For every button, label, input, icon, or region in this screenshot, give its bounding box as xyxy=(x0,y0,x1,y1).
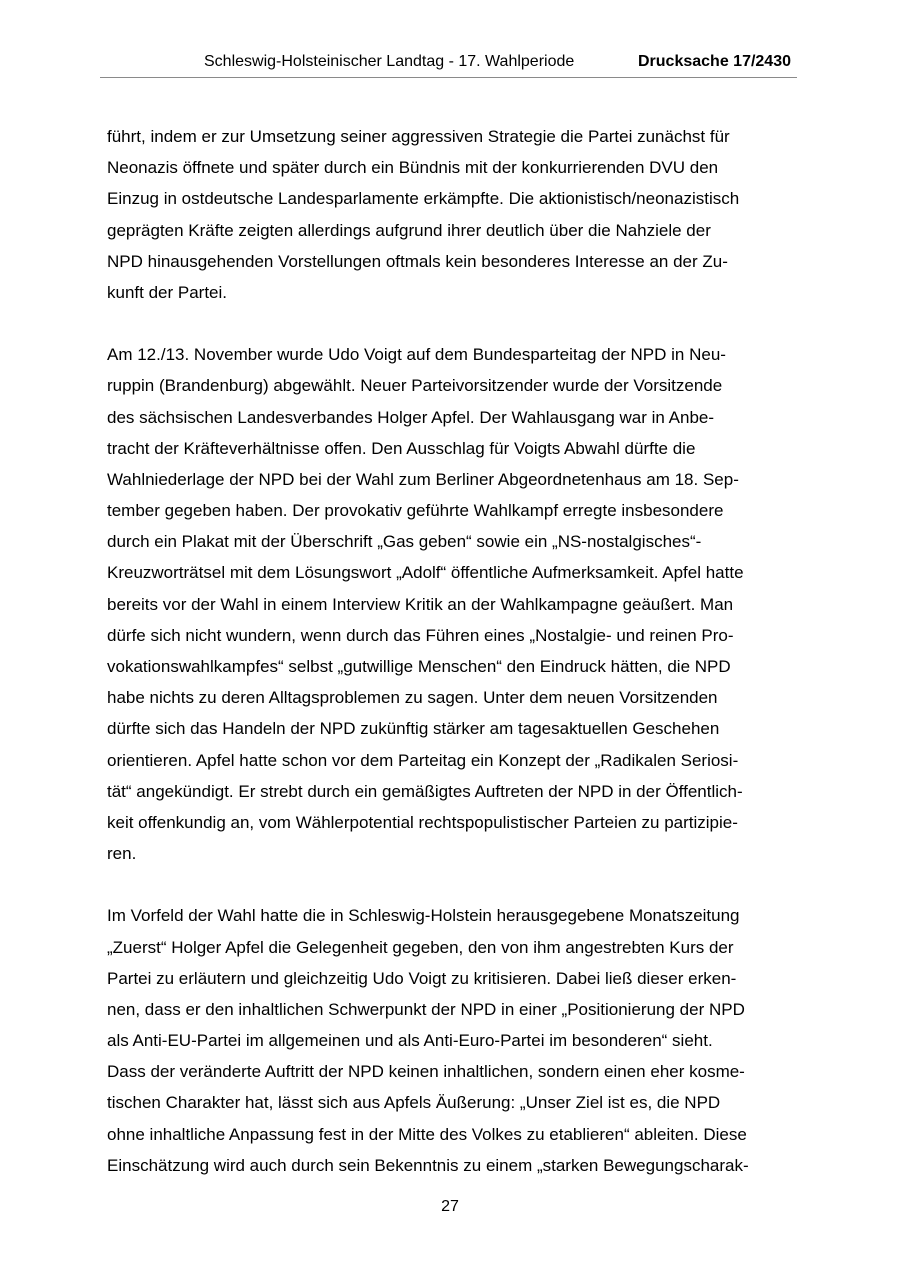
text-line: tischen Charakter hat, lässt sich aus Apfels Äußerung: „Unser Ziel ist es, die NPD xyxy=(107,1093,721,1113)
text-line: tember gegeben haben. Der provokativ geführte Wahlkampf erregte insbesondere xyxy=(107,501,724,521)
text-line: durch ein Plakat mit der Überschrift „Gas geben“ sowie ein „NS-nostalgisches“- xyxy=(107,532,702,552)
text-line: kunft der Partei. xyxy=(107,282,228,302)
text-line: Partei zu erläutern und gleichzeitig Udo Voigt zu kritisieren. Dabei ließ dieser erken- xyxy=(107,968,737,988)
text-line: Einschätzung wird auch durch sein Bekenntnis zu einem „starken Bewegungscharak- xyxy=(107,1155,749,1175)
text-line: ruppin (Brandenburg) abgewählt. Neuer Parteivorsitzender wurde der Vorsitzende xyxy=(107,376,723,396)
text-line: Einzug in ostdeutsche Landesparlamente erkämpfte. Die aktionistisch/neonazistisch xyxy=(107,189,740,209)
text-line: ren. xyxy=(107,844,137,864)
text-line: geprägten Kräfte zeigten allerdings aufgrund ihrer deutlich über die Nahziele der xyxy=(107,220,711,240)
text-line: ohne inhaltliche Anpassung fest in der Mitte des Volkes zu etablieren“ ableiten. Diese xyxy=(107,1124,747,1144)
text-line: dürfe sich nicht wundern, wenn durch das Führen eines „Nostalgie- und reinen Pro- xyxy=(107,625,734,645)
page-number: 27 xyxy=(441,1198,459,1215)
header-title: Schleswig-Holsteinischer Landtag - 17. Wahlperiode xyxy=(204,53,575,70)
text-line: „Zuerst“ Holger Apfel die Gelegenheit gegeben, den von ihm angestrebten Kurs der xyxy=(107,937,734,957)
text-line: NPD hinausgehenden Vorstellungen oftmals kein besonderes Interesse an der Zu- xyxy=(107,251,728,271)
page-header xyxy=(100,50,797,78)
paragraph xyxy=(107,121,807,308)
text-line: des sächsischen Landesverbandes Holger Apfel. Der Wahlausgang war in Anbe- xyxy=(107,407,715,427)
document-number: Drucksache 17/2430 xyxy=(638,53,791,70)
text-line: Dass der veränderte Auftritt der NPD keinen inhaltlichen, sondern einen eher kosme- xyxy=(107,1062,745,1082)
text-line: Kreuzworträtsel mit dem Lösungswort „Adolf“ öffentliche Aufmerksamkeit. Apfel hatte xyxy=(107,563,744,583)
text-line: tät“ angekündigt. Er strebt durch ein gemäßigtes Auftreten der NPD in der Öffentlich- xyxy=(107,781,743,801)
text-line: Wahlniederlage der NPD bei der Wahl zum Berliner Abgeordnetenhaus am 18. Sep- xyxy=(107,469,739,489)
body-text xyxy=(107,121,807,1212)
text-line: nen, dass er den inhaltlichen Schwerpunkt der NPD in einer „Positionierung der NPD xyxy=(107,999,745,1019)
text-line: habe nichts zu deren Alltagsproblemen zu sagen. Unter dem neuen Vorsitzenden xyxy=(107,688,718,708)
paragraph xyxy=(107,900,807,1181)
text-line: keit offenkundig an, vom Wählerpotential rechtspopulistischer Parteien zu partizipie- xyxy=(107,812,738,832)
text-line: Im Vorfeld der Wahl hatte die in Schleswig-Holstein herausgegebene Monatszeitung xyxy=(107,906,740,926)
text-line: bereits vor der Wahl in einem Interview Kritik an der Wahlkampagne geäußert. Man xyxy=(107,594,734,614)
text-line: orientieren. Apfel hatte schon vor dem Parteitag ein Konzept der „Radikalen Seriosi- xyxy=(107,750,739,770)
text-line: als Anti-EU-Partei im allgemeinen und als Anti-Euro-Partei im besonderen“ sieht. xyxy=(107,1031,713,1051)
paragraph xyxy=(107,339,807,869)
text-line: tracht der Kräfteverhältnisse offen. Den Ausschlag für Voigts Abwahl dürfte die xyxy=(107,438,696,458)
text-line: Am 12./13. November wurde Udo Voigt auf dem Bundesparteitag der NPD in Neu- xyxy=(107,345,726,365)
text-line: dürfte sich das Handeln der NPD zukünftig stärker am tagesaktuellen Geschehen xyxy=(107,719,720,739)
text-line: Neonazis öffnete und später durch ein Bündnis mit der konkurrierenden DVU den xyxy=(107,158,719,178)
text-line: führt, indem er zur Umsetzung seiner aggressiven Strategie die Partei zunächst für xyxy=(107,127,730,146)
text-line: vokationswahlkampfes“ selbst „gutwillige Menschen“ den Eindruck hätten, die NPD xyxy=(107,657,731,676)
